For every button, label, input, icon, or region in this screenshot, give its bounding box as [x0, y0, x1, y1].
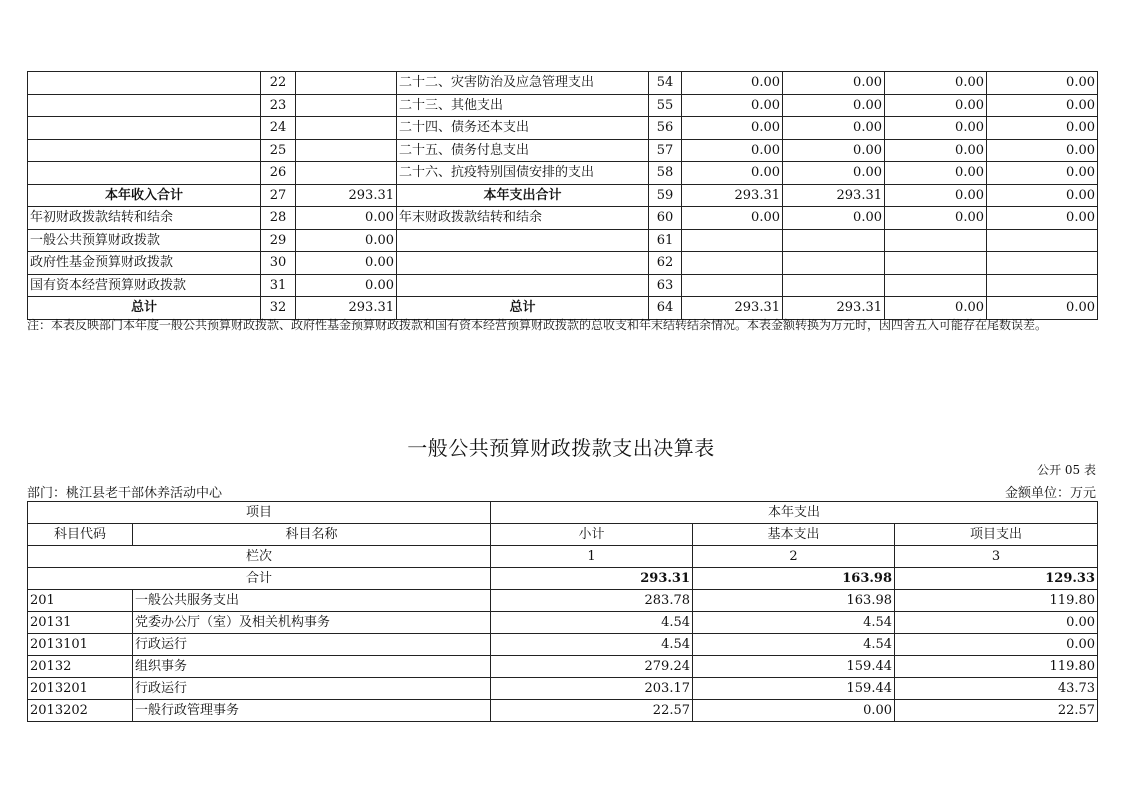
header-project-expense: 项目支出 [895, 524, 1098, 546]
expense-item-label [397, 274, 649, 297]
expense-item-label: 总计 [397, 297, 649, 320]
income-line-number: 31 [261, 274, 296, 297]
subtotal-amount: 203.17 [491, 678, 693, 700]
table-row [28, 117, 1098, 140]
header-code: 科目代码 [28, 524, 133, 546]
fund-budget-expense: 0.00 [885, 162, 987, 185]
table-row [28, 700, 1098, 722]
total-row [28, 568, 1098, 590]
header-basic: 基本支出 [693, 524, 895, 546]
expense-line-number: 57 [649, 139, 682, 162]
column-2: 2 [693, 546, 895, 568]
column-3: 3 [895, 546, 1098, 568]
expense-item-label: 年末财政拨款结转和结余 [397, 207, 649, 230]
table-row [28, 94, 1098, 117]
income-amount: 0.00 [296, 207, 397, 230]
subject-code: 20132 [28, 656, 133, 678]
expense-total: 293.31 [682, 297, 783, 320]
header-name: 科目名称 [133, 524, 491, 546]
table-row [28, 678, 1098, 700]
income-amount: 0.00 [296, 252, 397, 275]
income-line-number: 28 [261, 207, 296, 230]
table-row [28, 274, 1098, 297]
fund-budget-expense [885, 252, 987, 275]
expense-line-number: 54 [649, 72, 682, 95]
fund-budget-expense: 0.00 [885, 94, 987, 117]
project-amount: 119.80 [895, 656, 1098, 678]
expense-line-number: 61 [649, 229, 682, 252]
general-budget-expense [783, 274, 885, 297]
expense-total: 0.00 [682, 117, 783, 140]
table-row [28, 590, 1098, 612]
fund-budget-expense [885, 274, 987, 297]
fund-budget-expense: 0.00 [885, 207, 987, 230]
table-row [28, 229, 1098, 252]
subject-code: 20131 [28, 612, 133, 634]
general-budget-expense: 0.00 [783, 162, 885, 185]
expenditure-table [27, 501, 1098, 722]
income-line-number: 22 [261, 72, 296, 95]
state-capital-expense [987, 252, 1098, 275]
state-capital-expense: 0.00 [987, 94, 1098, 117]
expense-total [682, 252, 783, 275]
expense-total: 0.00 [682, 94, 783, 117]
fiscal-summary-table [27, 71, 1098, 320]
page-title: 一般公共预算财政拨款支出决算表 [407, 436, 715, 460]
expense-line-number: 59 [649, 184, 682, 207]
subject-name: 行政运行 [133, 634, 491, 656]
subtotal-amount: 279.24 [491, 656, 693, 678]
income-amount [296, 117, 397, 140]
header-column: 栏次 [28, 546, 491, 568]
state-capital-expense: 0.00 [987, 162, 1098, 185]
expense-item-label: 二十六、抗疫特别国债安排的支出 [397, 162, 649, 185]
income-line-number: 32 [261, 297, 296, 320]
income-line-number: 27 [261, 184, 296, 207]
table-note: 注：本表反映部门本年度一般公共预算财政拨款、政府性基金预算财政拨款和国有资本经营预算财政拨款的总收支和年末结转结余情况。本表金额转换为万元时，因四舍五入可能存在尾数误差。 [27, 318, 1048, 332]
total-label: 合计 [28, 568, 491, 590]
fund-budget-expense: 0.00 [885, 117, 987, 140]
state-capital-expense: 0.00 [987, 72, 1098, 95]
table-row [28, 72, 1098, 95]
income-item-label: 一般公共预算财政拨款 [28, 229, 261, 252]
state-capital-expense [987, 229, 1098, 252]
amount-unit-label: 金额单位：万元 [1004, 486, 1096, 501]
fund-budget-expense: 0.00 [885, 297, 987, 320]
table-row [28, 612, 1098, 634]
income-item-label: 本年收入合计 [28, 184, 261, 207]
table-row [28, 162, 1098, 185]
income-line-number: 26 [261, 162, 296, 185]
general-budget-expense: 0.00 [783, 139, 885, 162]
general-budget-expense: 0.00 [783, 117, 885, 140]
header-row [28, 524, 1098, 546]
expense-total: 0.00 [682, 162, 783, 185]
expense-line-number: 63 [649, 274, 682, 297]
income-amount [296, 139, 397, 162]
income-item-label: 年初财政拨款结转和结余 [28, 207, 261, 230]
expense-line-number: 60 [649, 207, 682, 230]
project-amount: 43.73 [895, 678, 1098, 700]
expense-item-label: 二十三、其他支出 [397, 94, 649, 117]
income-amount: 0.00 [296, 229, 397, 252]
fund-budget-expense: 0.00 [885, 139, 987, 162]
table-row [28, 297, 1098, 320]
income-item-label [28, 72, 261, 95]
expense-item-label [397, 229, 649, 252]
general-budget-expense: 0.00 [783, 207, 885, 230]
income-item-label: 总计 [28, 297, 261, 320]
income-line-number: 29 [261, 229, 296, 252]
income-item-label [28, 162, 261, 185]
expense-total [682, 229, 783, 252]
income-amount [296, 162, 397, 185]
expense-total: 293.31 [682, 184, 783, 207]
basic-amount: 0.00 [693, 700, 895, 722]
project-amount: 0.00 [895, 634, 1098, 656]
expense-line-number: 55 [649, 94, 682, 117]
subject-name: 行政运行 [133, 678, 491, 700]
income-item-label [28, 94, 261, 117]
subject-code: 201 [28, 590, 133, 612]
basic-amount: 159.44 [693, 678, 895, 700]
income-amount [296, 94, 397, 117]
subject-name: 一般公共服务支出 [133, 590, 491, 612]
table-row [28, 184, 1098, 207]
project-amount: 119.80 [895, 590, 1098, 612]
table-number: 公开 05 表 [1037, 463, 1096, 477]
state-capital-expense: 0.00 [987, 207, 1098, 230]
fiscal-summary-body [28, 72, 1098, 320]
subject-name: 一般行政管理事务 [133, 700, 491, 722]
total-basic: 163.98 [693, 568, 895, 590]
state-capital-expense: 0.00 [987, 184, 1098, 207]
state-capital-expense: 0.00 [987, 297, 1098, 320]
total-project: 129.33 [895, 568, 1098, 590]
expense-line-number: 56 [649, 117, 682, 140]
general-budget-expense [783, 229, 885, 252]
subject-code: 2013202 [28, 700, 133, 722]
general-budget-expense: 293.31 [783, 297, 885, 320]
subtotal-amount: 4.54 [491, 634, 693, 656]
general-budget-expense: 0.00 [783, 94, 885, 117]
income-line-number: 25 [261, 139, 296, 162]
expense-item-label: 二十四、债务还本支出 [397, 117, 649, 140]
basic-amount: 163.98 [693, 590, 895, 612]
subject-code: 2013101 [28, 634, 133, 656]
fund-budget-expense: 0.00 [885, 72, 987, 95]
subtotal-amount: 22.57 [491, 700, 693, 722]
income-item-label: 政府性基金预算财政拨款 [28, 252, 261, 275]
table-row [28, 252, 1098, 275]
basic-amount: 159.44 [693, 656, 895, 678]
expenditure-body [28, 502, 1098, 722]
subject-name: 党委办公厅（室）及相关机构事务 [133, 612, 491, 634]
income-line-number: 23 [261, 94, 296, 117]
income-item-label: 国有资本经营预算财政拨款 [28, 274, 261, 297]
expense-line-number: 58 [649, 162, 682, 185]
fund-budget-expense: 0.00 [885, 184, 987, 207]
project-amount: 22.57 [895, 700, 1098, 722]
state-capital-expense [987, 274, 1098, 297]
income-amount: 293.31 [296, 184, 397, 207]
table-row [28, 656, 1098, 678]
income-line-number: 30 [261, 252, 296, 275]
income-line-number: 24 [261, 117, 296, 140]
expense-total [682, 274, 783, 297]
header-current-expense: 本年支出 [491, 502, 1098, 524]
expense-total: 0.00 [682, 139, 783, 162]
state-capital-expense: 0.00 [987, 139, 1098, 162]
department-label: 部门：桃江县老干部休养活动中心 [27, 486, 223, 501]
total-subtotal: 293.31 [491, 568, 693, 590]
expense-line-number: 64 [649, 297, 682, 320]
subtotal-amount: 4.54 [491, 612, 693, 634]
header-project: 项目 [28, 502, 491, 524]
expense-item-label: 二十五、债务付息支出 [397, 139, 649, 162]
basic-amount: 4.54 [693, 612, 895, 634]
subject-code: 2013201 [28, 678, 133, 700]
table-row [28, 139, 1098, 162]
general-budget-expense: 0.00 [783, 72, 885, 95]
expense-total: 0.00 [682, 207, 783, 230]
income-item-label [28, 117, 261, 140]
income-amount [296, 72, 397, 95]
state-capital-expense: 0.00 [987, 117, 1098, 140]
income-amount: 0.00 [296, 274, 397, 297]
table-row [28, 634, 1098, 656]
expense-line-number: 62 [649, 252, 682, 275]
fund-budget-expense [885, 229, 987, 252]
project-amount: 0.00 [895, 612, 1098, 634]
header-row [28, 502, 1098, 524]
column-index-row [28, 546, 1098, 568]
column-1: 1 [491, 546, 693, 568]
expense-item-label [397, 252, 649, 275]
expense-item-label: 本年支出合计 [397, 184, 649, 207]
general-budget-expense: 293.31 [783, 184, 885, 207]
table-row [28, 207, 1098, 230]
expense-item-label: 二十二、灾害防治及应急管理支出 [397, 72, 649, 95]
general-budget-expense [783, 252, 885, 275]
basic-amount: 4.54 [693, 634, 895, 656]
subtotal-amount: 283.78 [491, 590, 693, 612]
subject-name: 组织事务 [133, 656, 491, 678]
income-amount: 293.31 [296, 297, 397, 320]
expense-total: 0.00 [682, 72, 783, 95]
income-item-label [28, 139, 261, 162]
header-subtotal: 小计 [491, 524, 693, 546]
